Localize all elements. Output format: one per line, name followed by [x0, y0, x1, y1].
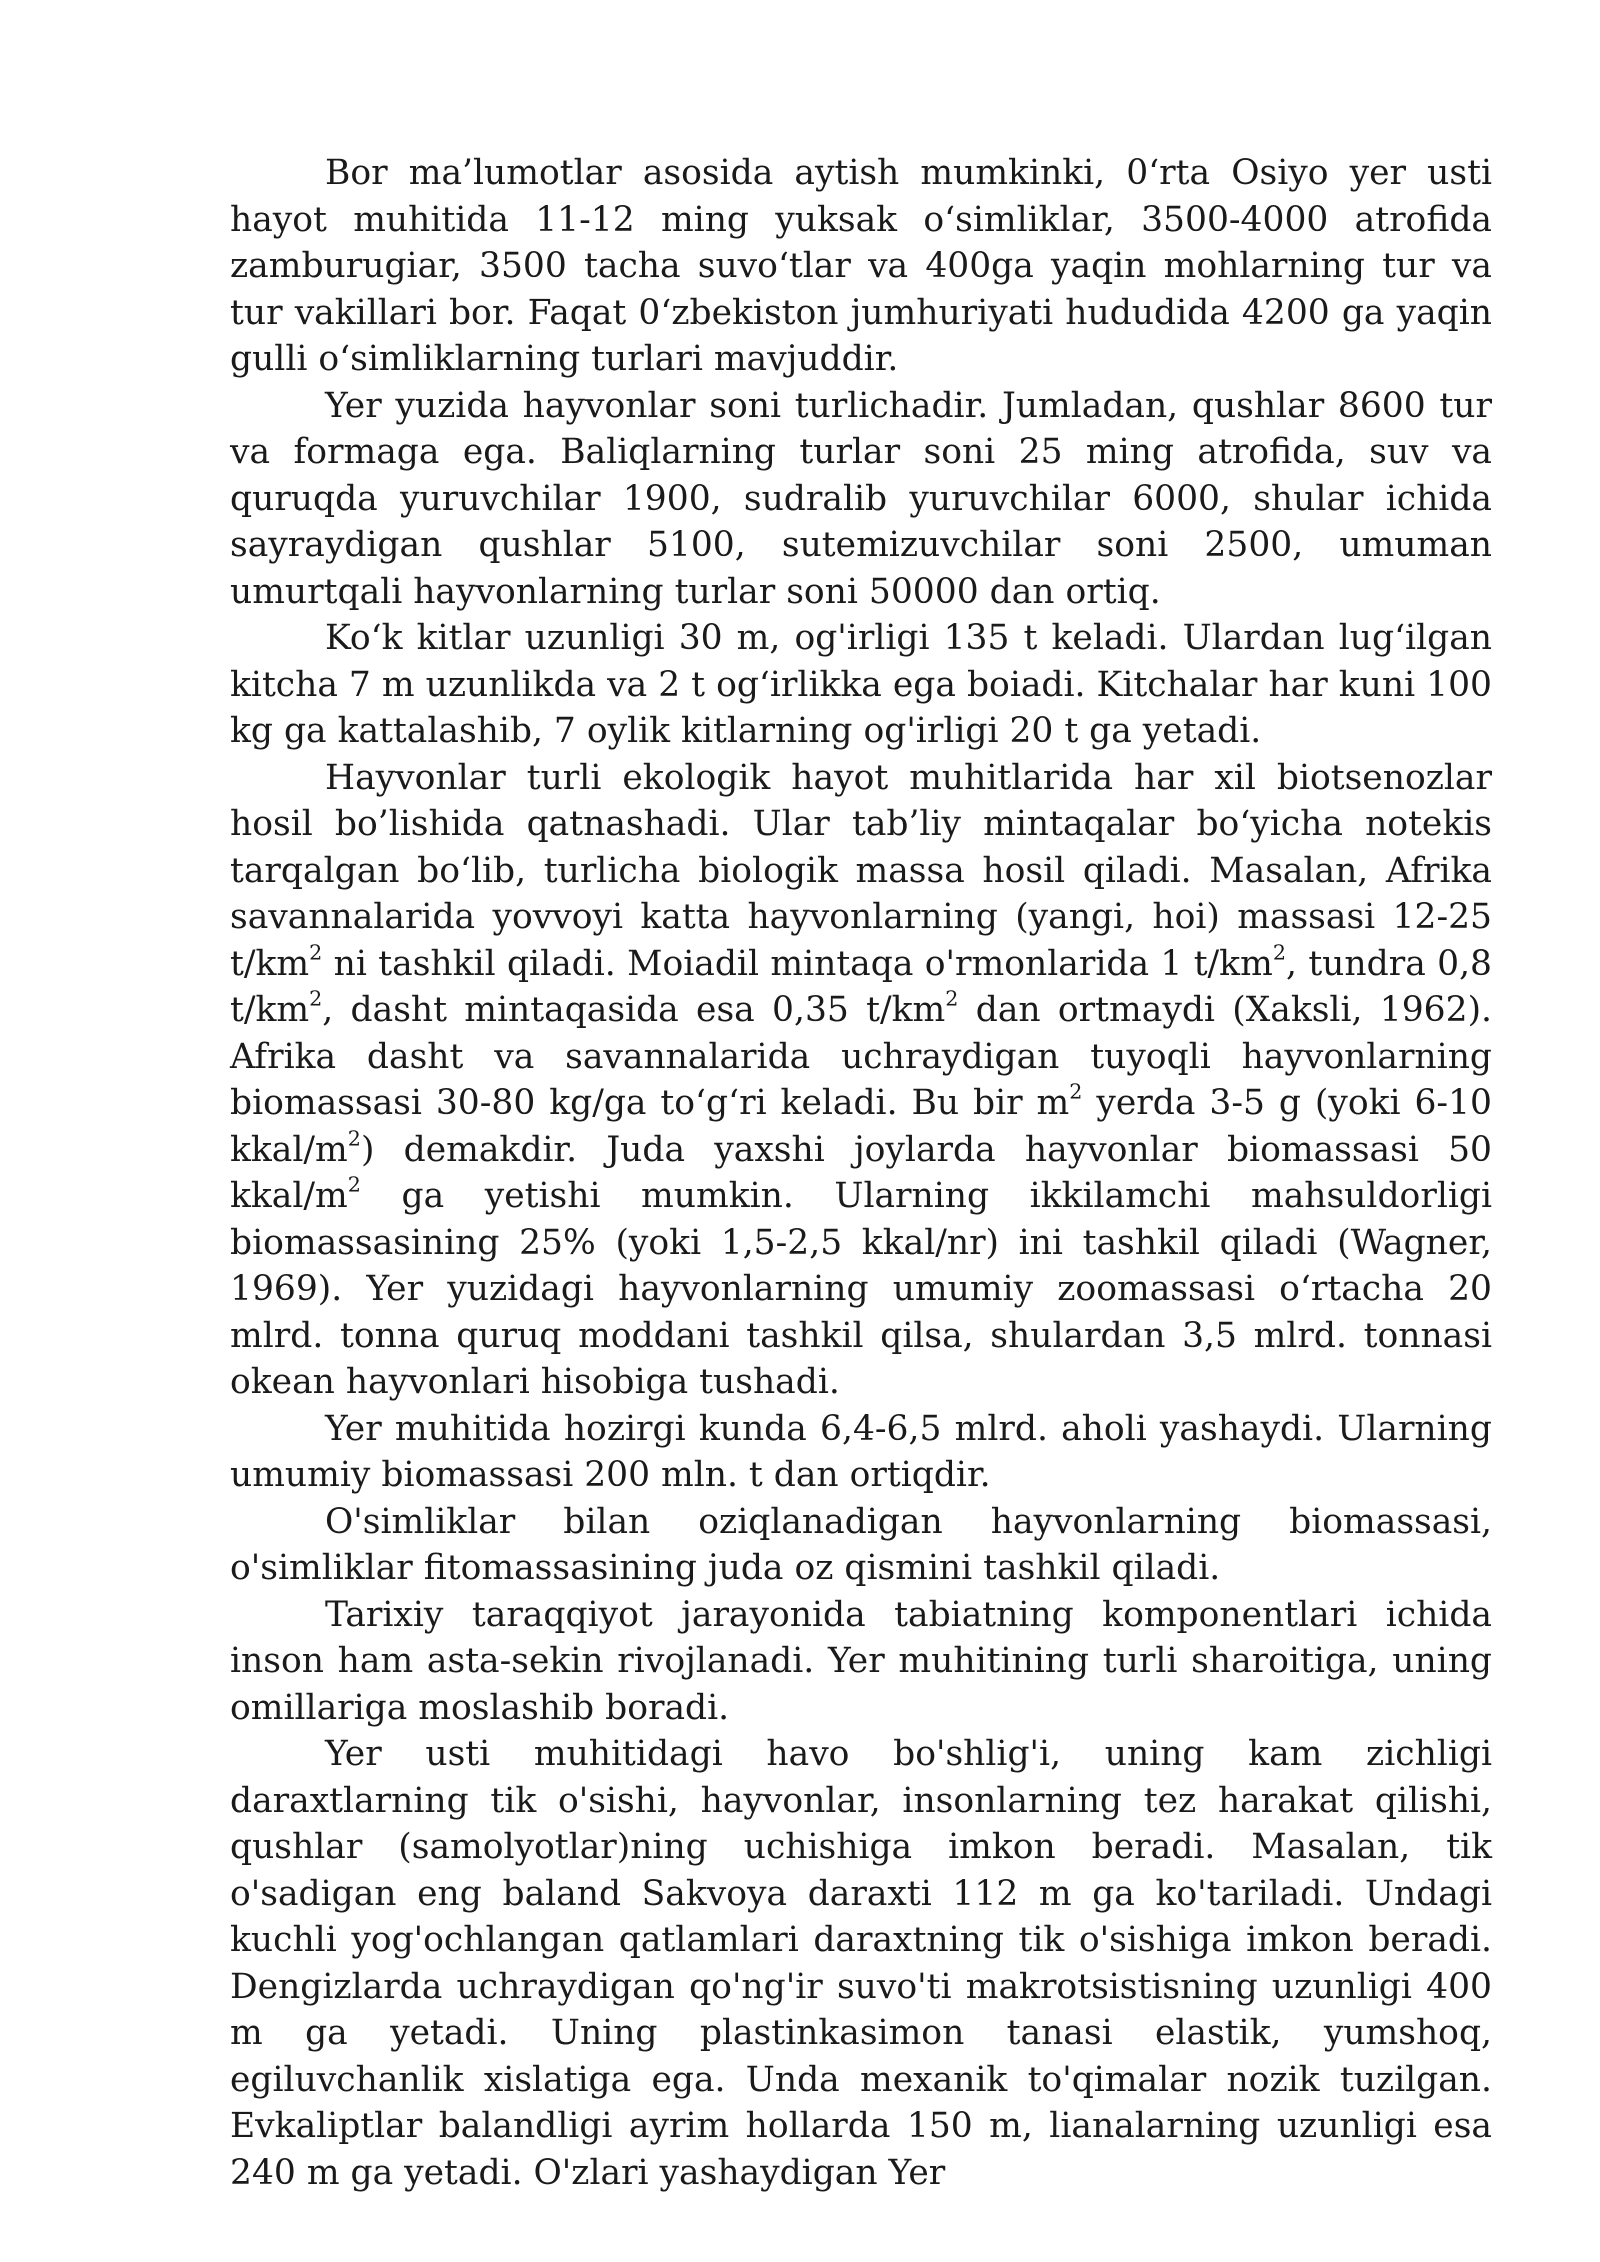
paragraph-blue-whales: Ko‘k kitlar uzunligi 30 m, og'irligi 135 t keladi. Ulardan lug‘ilgan kitcha 7 m uzunlikda va 2 t og‘irlikka ega boiadi. Kitchalar har kuni 100 kg ga kattalashib, 7 oylik kitlarning og'irligi 20 t ga yetadi. — [230, 618, 1492, 751]
text-segment: , dasht mintaqasida esa 0,35 t/km — [322, 990, 946, 1030]
paragraph-human-development: Tarixiy taraqqiyot jarayonida tabiatning komponentlari ichida inson ham asta-sekin rivojlanadi. Yer muhitining turli sharoitiga, uning omillariga moslashib boradi. — [230, 1594, 1492, 1728]
text-segment: ) demakdir. Juda yaxshi joylarda hayvonlar biomassasi 50 kkal/m — [230, 1129, 1492, 1216]
paragraph-animal-species: Yer yuzida hayvonlar soni turlichadir. Jumladan, qushlar 8600 tur va formaga ega. Baliqlarning turlar soni 25 ming atrofida, suv va quruqda yuruvchilar 1900, sudralib yuruvchilar 6000, shular ichida sayraydigan qushlar 5100, sutemizuvchilar soni 2500, umuman umurtqali hayvonlarning turlar soni 50000 dan ortiq. — [230, 385, 1492, 612]
paragraph-animal-biomass — [230, 755, 1492, 1406]
text-segment: ga yetishi mumkin. Ularning ikkilamchi mahsuldorligi biomassasining 25% (yoki 1,5-2,5 kkal/nr) ini tashkil qiladi (Wagner, 1969). Yer yuzidagi hayvonlarning umumiy zoomassasi o‘rtacha 20 mlrd. tonna quruq moddani tashkil qilsa, shulardan 3,5 mlrd. tonnasi okean hayvonlari hisobiga tushadi. — [230, 1176, 1492, 1402]
text-segment: , tundra 0,8 t/km — [230, 943, 1492, 1030]
paragraph-plant-species: Bor ma’lumotlar asosida aytish mumkinki, 0‘rta Osiyo yer usti hayot muhitida 11-12 ming yuksak o‘simliklar, 3500-4000 atrofida zamburugiar, 3500 tacha suvo‘tlar va 400ga yaqin mohlarning tur va tur vakillari bor. Faqat 0‘zbekiston jumhuriyati hududida 4200 ga yaqin gulli o‘simliklarning turlari mavjuddir. — [230, 153, 1492, 379]
text-segment: Hayvonlar turli ekologik hayot muhitlarida har xil biotsenozlar hosil bo’lishida qatnashadi. Ular tab’liy mintaqalar bo‘yicha notekis tarqalgan bo‘lib, turlicha biologik massa hosil qiladi. Masalan, Afrika savannalarida yovvoyi katta hayvonlarning (yangi, hoi) massasi 12-25 t/km — [230, 757, 1492, 984]
superscript: 2 — [309, 986, 323, 1011]
document-page — [230, 150, 1492, 2196]
text-segment: yerda 3-5 g (yoki 6-10 kkal/m — [230, 1083, 1492, 1170]
text-segment: dan ortmaydi (Xaksli, 1962). Afrika dasht va savannalarida uchraydigan tuyoqli hayvonlarning biomassasi 30-80 kg/ga to‘g‘ri keladi. Bu bir m — [230, 990, 1492, 1123]
paragraph-air-environment: Yer usti muhitidagi havo bo'shlig'i, uning kam zichligi daraxtlarning tik o'sishi, hayvonlar, insonlarning tez harakat qilishi, qushlar (samolyotlar)ning uchishiga imkon beradi. Masalan, tik o'sadigan eng baland Sakvoya daraxti 112 m ga ko'tariladi. Undagi kuchli yog'ochlangan qatlamlari daraxtning tik o'sishiga imkon beradi. Dengizlarda uchraydigan qo'ng'ir suvo'ti makrotsistisning uzunligi 400 m ga yetadi. Uning plastinkasimon tanasi elastik, yumshoq, egiluvchanlik xislatiga ega. Unda mexanik to'qimalar nozik tuzilgan. Evkaliptlar balandligi ayrim hollarda 150 m, lianalarning uzunligi esa 240 m ga yetadi. O'zlari yashaydigan Yer — [230, 1734, 1492, 2193]
paragraph-herbivore-biomass: O'simliklar bilan oziqlanadigan hayvonlarning biomassasi, o'simliklar fitomassasining juda oz qismini tashkil qiladi. — [230, 1501, 1492, 1588]
text-segment: ni tashkil qiladi. Moiadil mintaqa o'rmonlarida 1 t/km — [322, 943, 1273, 984]
superscript: 2 — [347, 1125, 361, 1150]
superscript: 2 — [945, 986, 959, 1011]
superscript: 2 — [1069, 1079, 1083, 1104]
paragraph-human-population: Yer muhitida hozirgi kunda 6,4-6,5 mlrd. aholi yashaydi. Ularning umumiy biomassasi 200 mln. t dan ortiqdir. — [230, 1408, 1492, 1495]
superscript: 2 — [1272, 939, 1286, 964]
superscript: 2 — [347, 1172, 361, 1197]
superscript: 2 — [309, 939, 323, 964]
